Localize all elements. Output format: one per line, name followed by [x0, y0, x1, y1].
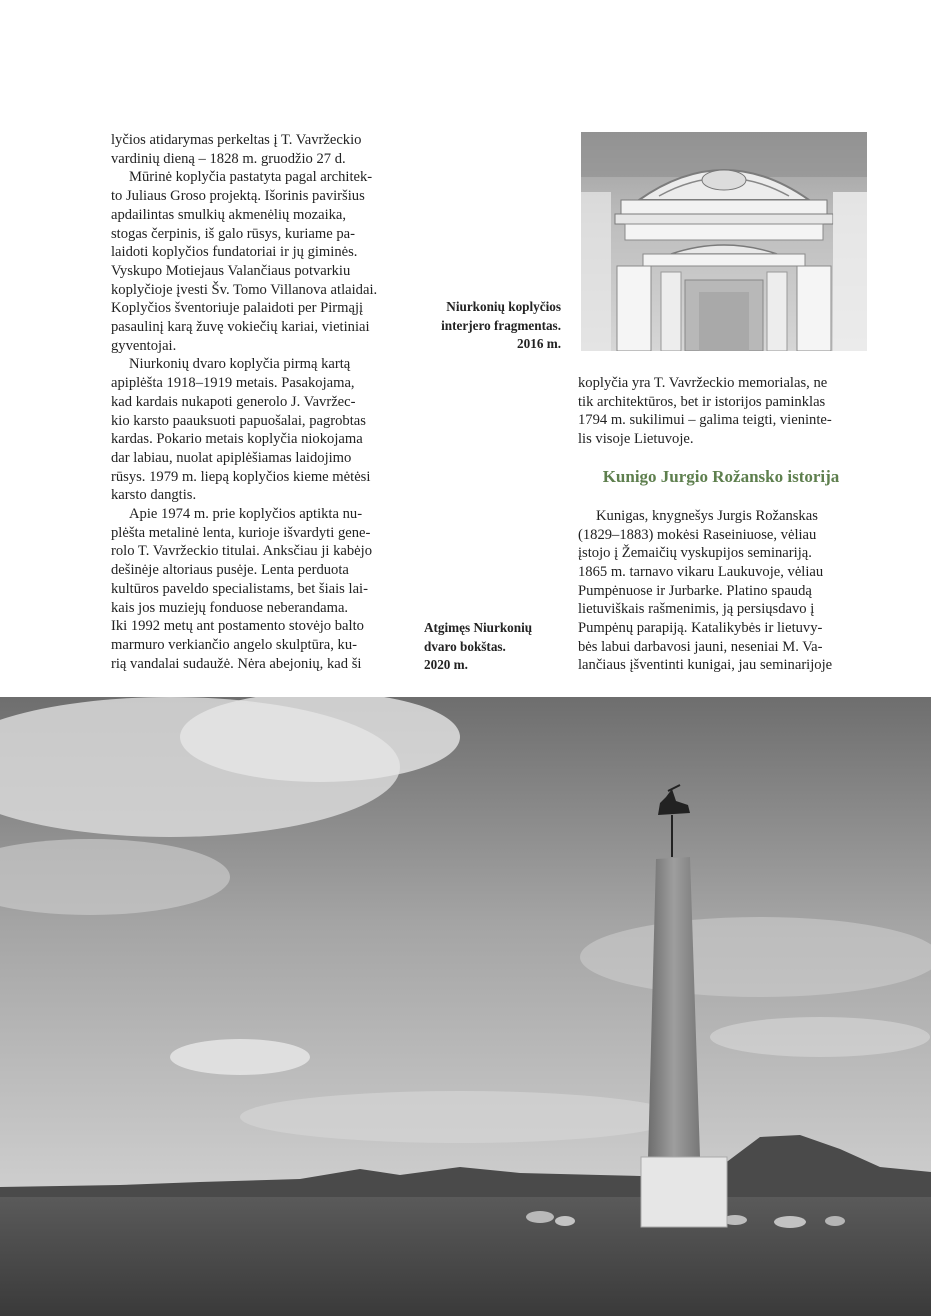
- paragraph-1: lyčios atidarymas perkeltas į T. Vavržeckio vardinių dieną – 1828 m. gruodžio 27 d.: [111, 132, 362, 167]
- caption-interior: Niurkonių koplyčios interjero fragmentas. 2016 m.: [441, 299, 561, 351]
- caption-tower: Atgimęs Niurkonių dvaro bokštas. 2020 m.: [424, 620, 533, 672]
- paragraph-continuation: koplyčia yra T. Vavržeckio memorialas, ne tik architektūros, bet ir istorijos paminklas 1794 m. sukilimui – galima teigti, vieninte- lis visoje Lietuvoje.: [578, 375, 832, 448]
- left-text-column: [111, 131, 397, 673]
- section-heading: Kunigo Jurgio Rožansko istorija: [602, 466, 840, 486]
- right-text-column: [578, 374, 864, 675]
- paragraph-3: Niurkonių dvaro koplyčia pirmą kartą apiplėšta 1918–1919 metais. Pasakojama, kad kardais nukapoti generolo J. Vavržec- kio karsto paauksuoti papuošalai, pagrobtas kardas. Pokario metais koplyčia niokojama dar labiau, nuolat apiplėšiamas laidojimo rūsys. 1979 m. liepą koplyčios kieme mėtėsi karsto dangtis.: [111, 356, 371, 504]
- tower-field-photo: [0, 697, 931, 1316]
- paragraph-4: Apie 1974 m. prie koplyčios aptikta nu- plėšta metalinė lenta, kurioje išvardyti gene- rolo T. Vavržeckio titulai. Anksčiau ji kabėjo dešinėje altoriaus pusėje. Lenta perduota kultūros paveldo specialistams, bet šiais lai- kais jos muziejų fonduose neberandama. Iki 1992 metų ant postamento stovėjo balto marmuro verkiančio angelo skulptūra, ku- rią vandalai sudaužė. Nėra abejonių, kad ši: [111, 506, 373, 672]
- paragraph-rozanskas: Kunigas, knygnešys Jurgis Rožanskas (1829–1883) mokėsi Raseiniuose, vėliau įstojo į Žemaičių vyskupijos seminariją. 1865 m. tarnavo vikaru Laukuvoje, vėliau Pumpėnuose ir Jurbarke. Platino spaudą lietuviškais rašmenimis, ją persiųsdavo į Pumpėnų parapiją. Katalikybės ir lietuvy- bės labui darbavosi jauni, neseniai M. Va- lančiaus įšventinti kunigai, jau seminarijoje: [578, 507, 833, 674]
- paragraph-2: Mūrinė koplyčia pastatyta pagal architek- to Juliaus Groso projektą. Išorinis paviršius apdailintas smulkių akmenėlių mozaika, stogas čerpinis, iš galo rūsys, kuriame pa- laidoti koplyčios fundatoriai ir jų giminės. Vyskupo Motiejaus Valančiaus potvarkiu koplyčioje įvesti Šv. Tomo Villanova atlaidai. Koplyčios šventoriuje palaidoti per Pirmąjį pasaulinį karą žuvę vokiečių kariai, vietiniai gyventojai.: [111, 169, 378, 354]
- chapel-interior-photo: [581, 132, 867, 351]
